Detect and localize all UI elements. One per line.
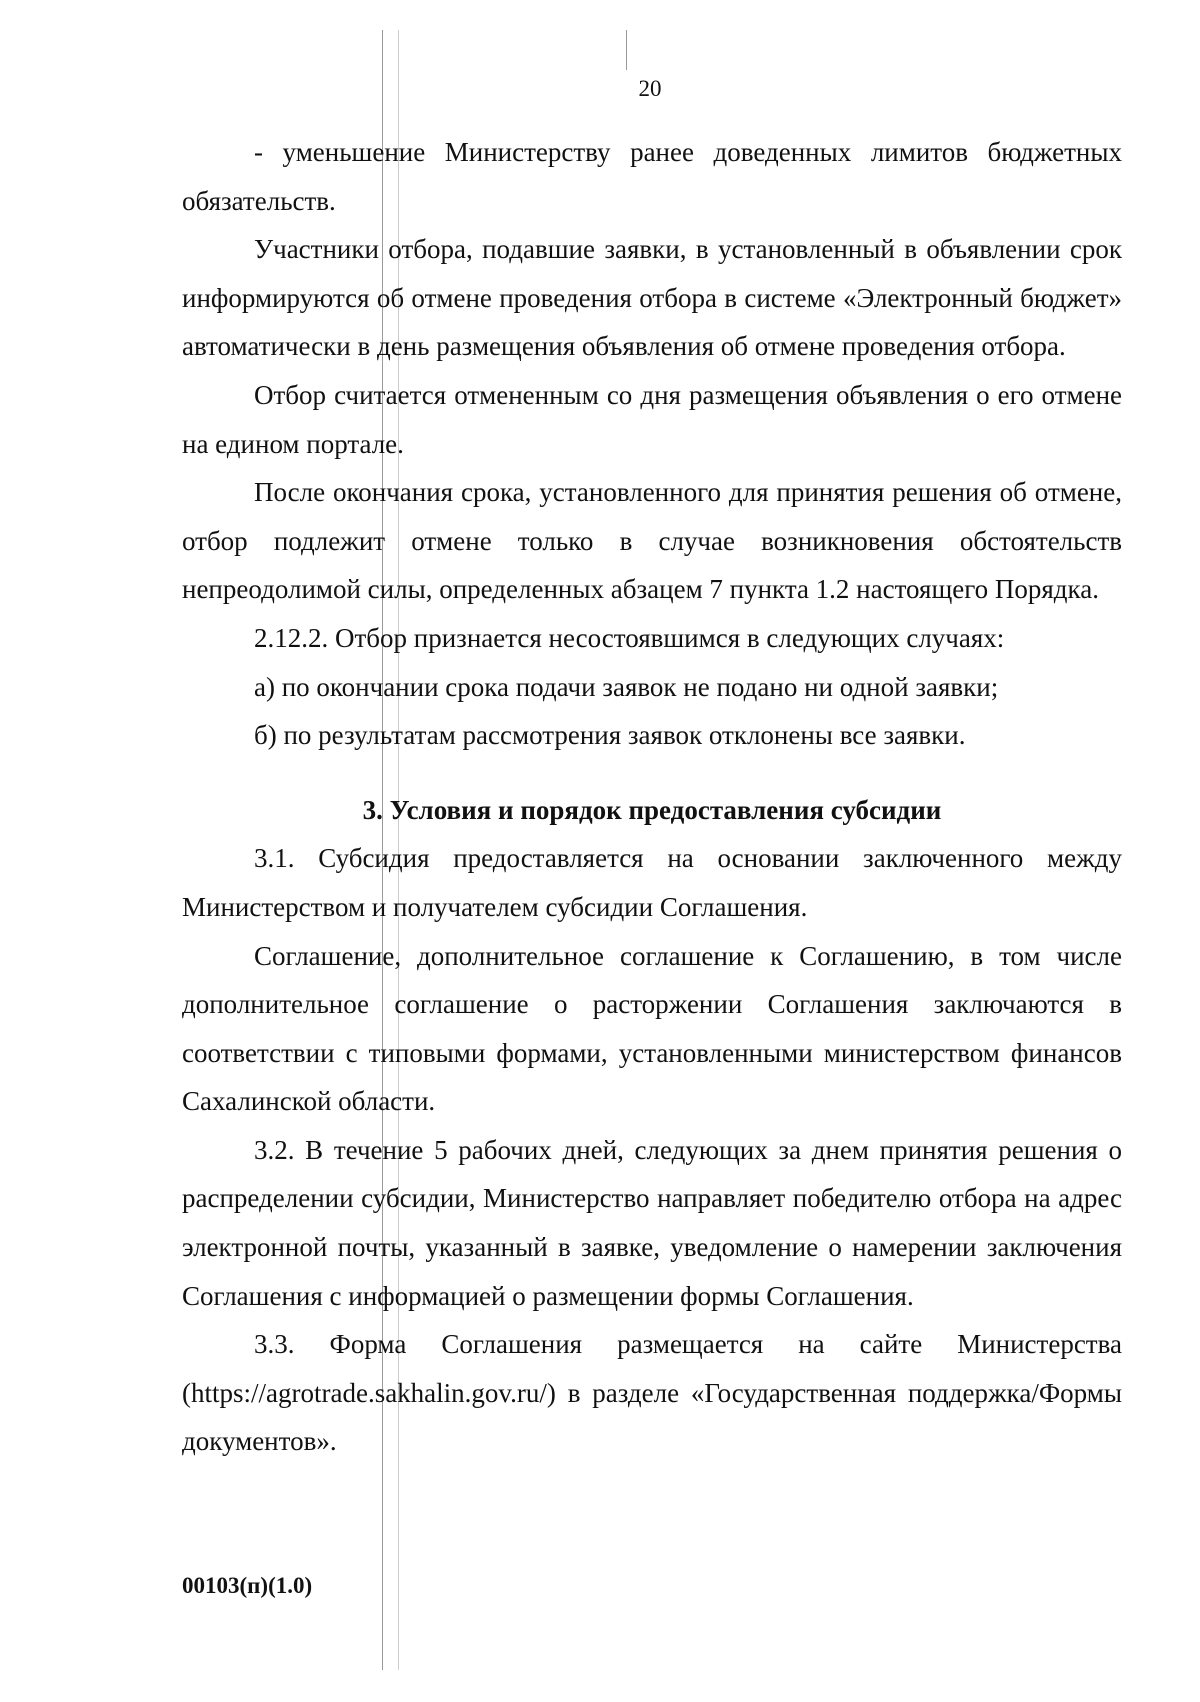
paragraph: - уменьшение Министерству ранее доведенных лимитов бюджетных обязательств. xyxy=(182,137,1122,216)
paragraph: Отбор считается отмененным со дня размещения объявления о его отмене на едином портале. xyxy=(182,379,1122,459)
paragraph: После окончания срока, установленного для принятия решения об отмене, отбор подлежит отмене только в случае возникновения обстоятельств непреодолимой силы, определенных абзацем 7 пункта 1.2 настоящего Порядка. xyxy=(182,477,1122,605)
paragraph: 3.2. В течение 5 рабочих дней, следующих за днем принятия решения о распределении субсидии, Министерство направляет победителю отбора на адрес электронной почты, указанный в заявке, уведомление о намерении заключения Соглашения с информацией о размещении формы Соглашения. xyxy=(182,1134,1122,1311)
scan-fold-line xyxy=(626,30,627,70)
paragraph: б) по результатам рассмотрения заявок отклонены все заявки. xyxy=(254,720,966,751)
paragraph: 2.12.2. Отбор признается несостоявшимся в следующих случаях: xyxy=(254,622,1005,653)
paragraph: а) по окончании срока подачи заявок не подано ни одной заявки; xyxy=(254,671,999,702)
document-code: 00103(п)(1.0) xyxy=(182,1573,313,1598)
paragraph: Участники отбора, подавшие заявки, в установленный в объявлении срок информируются об отмене проведения отбора в системе «Электронный бюджет» автоматически в день размещения объявления об отмене проведения отбора. xyxy=(182,234,1122,362)
paragraph: 3.1. Субсидия предоставляется на основании заключенного между Министерством и получателем субсидии Соглашения. xyxy=(182,843,1122,922)
paragraph: 3.3. Форма Соглашения размещается на сайте Министерства (https://agrotrade.sakhalin.gov.ru/) в разделе «Государственная поддержка/Формы документов». xyxy=(182,1329,1122,1457)
section-heading: 3. Условия и порядок предоставления субсидии xyxy=(362,794,942,825)
document-body xyxy=(182,128,1122,1466)
page-number: 20 xyxy=(638,76,662,101)
paragraph: Соглашение, дополнительное соглашение к Соглашению, в том числе дополнительное соглашение о расторжении Соглашения заключаются в соответствии с типовыми формами, установленными министерством финансов Сахалинской области. xyxy=(182,940,1122,1117)
